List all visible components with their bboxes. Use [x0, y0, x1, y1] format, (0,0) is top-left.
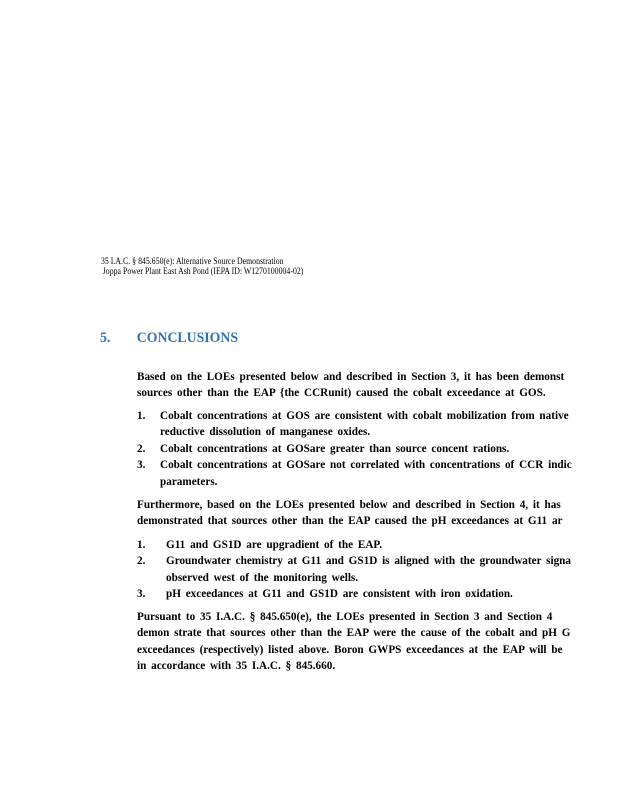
paragraph-line: Pursuant to 35 I.A.C. § 845.650(e), the LOEs presented in Section 3 and Section 4 [137, 611, 553, 623]
list-item [137, 457, 618, 490]
list-marker: 3. [137, 459, 146, 472]
list-item-line: G11 and GS1D are upgradient of the EAP. [166, 539, 383, 551]
list-marker: 3. [137, 588, 146, 601]
paragraph-cobalt-intro [137, 369, 618, 402]
paragraph-line: in accordance with 35 I.A.C. § 845.660. [137, 660, 336, 673]
section-heading [100, 330, 238, 347]
list-marker: 1. [137, 539, 146, 551]
list-item-line: pH exceedances at G11 and GS1D are consistent with iron oxidation. [166, 588, 513, 601]
running-header [101, 256, 303, 276]
list-item [137, 553, 618, 586]
header-line-1: 35 I.A.C. § 845.650(e): Alternative Source Demonstration [101, 256, 284, 266]
list-marker: 2. [137, 555, 146, 568]
list-item [137, 441, 618, 457]
list-item-line: parameters. [160, 475, 218, 488]
paragraph-line: sources other than the EAP {the CCRunit) caused the cobalt exceedance at GOS. [137, 387, 546, 400]
section-title: CONCLUSIONS [136, 330, 239, 346]
list-item-line: reductive dissolution of manganese oxides. [160, 426, 371, 439]
paragraph-conclusion [137, 609, 618, 675]
list-item [137, 586, 618, 602]
paragraph-line: exceedances (respectively) listed above. Boron GWPS exceedances at the EAP will be [137, 643, 563, 656]
ph-evidence-list [137, 537, 618, 603]
list-item-line: Groundwater chemistry at G11 and GS1D is aligned with the groundwater signa [166, 555, 572, 568]
list-marker: 2. [137, 442, 146, 455]
cobalt-evidence-list [137, 408, 618, 490]
list-item [137, 537, 618, 553]
list-item-line: Cobalt concentrations at GOSare greater than source concent rations. [160, 442, 510, 455]
paragraph-line: demon strate that sources other than the EAP were the cause of the cobalt and pH G [137, 627, 571, 640]
paragraph-line: Furthermore, based on the LOEs presented below and described in Section 4, it has [137, 499, 561, 511]
header-line-2: Joppa Power Plant East Ash Pond (IEPA ID: W1270100004-02) [102, 266, 304, 276]
list-item-line: observed west of the monitoring wells. [166, 571, 359, 584]
paragraph-ph-intro [137, 497, 618, 530]
list-item-line: Cobalt concentrations at GOSare not correlated with concentrations of CCR indic [160, 459, 572, 472]
list-item-line: Cobalt concentrations at GOS are consistent with cobalt mobilization from native [160, 410, 569, 422]
list-item [137, 408, 618, 441]
paragraph-line: Based on the LOEs presented below and described in Section 3, it has been demonst [137, 371, 565, 383]
list-marker: 1. [137, 410, 146, 422]
section-number: 5. [100, 330, 111, 346]
paragraph-line: demonstrated that sources other than the EAP caused the pH exceedances at G11 ar [137, 515, 563, 528]
